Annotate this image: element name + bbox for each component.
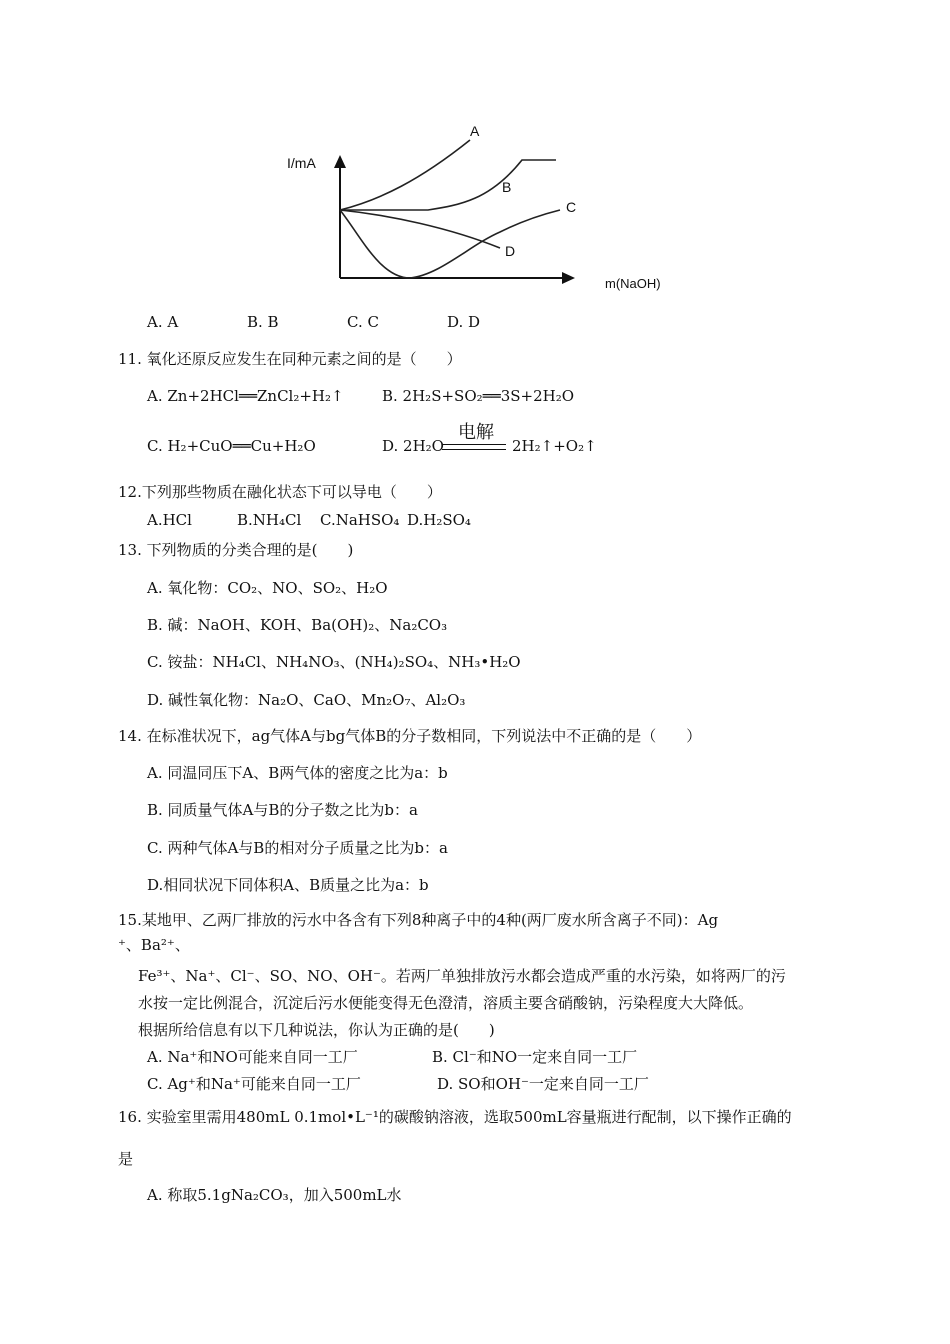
q12-option-b: B.NH₄Cl: [237, 511, 302, 529]
q11-option-d-prefix: D. 2H₂O: [382, 437, 444, 455]
curve-d: [340, 210, 500, 248]
q13-option-a: A. 氧化物：CO₂、NO、SO₂、H₂O: [147, 579, 388, 597]
q11-option-c: C. H₂+CuO══Cu+H₂O: [147, 437, 316, 455]
q12-option-c: C.NaHSO₄: [320, 511, 400, 529]
q15-option-a: A. Na⁺和NO可能来自同一工厂: [147, 1048, 358, 1066]
q15-line-4: 水按一定比例混合，沉淀后污水便能变得无色澄清，溶质主要含硝酸钠，污染程度大大降低。: [138, 994, 754, 1012]
q11-stem: 11. 氧化还原反应发生在同种元素之间的是（ ）: [118, 350, 462, 368]
q14-option-a: A. 同温同压下A、B两气体的密度之比为a：b: [147, 764, 448, 782]
x-axis-label: m(NaOH): [605, 276, 661, 291]
curve-c: [340, 210, 560, 278]
q16-line-1: 16. 实验室里需用480mL 0.1mol•L⁻¹的碳酸钠溶液，选取500mL容量瓶进行配制，以下操作正确的: [118, 1108, 792, 1126]
q10-option-d: D. D: [447, 313, 481, 331]
q10-option-a: A. A: [147, 313, 179, 331]
q15-option-d: D. SO和OH⁻一定来自同一工厂: [437, 1075, 649, 1093]
q13-option-b: B. 碱：NaOH、KOH、Ba(OH)₂、Na₂CO₃: [147, 616, 448, 634]
q12-option-a: A.HCl: [147, 511, 192, 529]
q15-line-5: 根据所给信息有以下几种说法，你认为正确的是( ): [138, 1021, 495, 1039]
q13-option-d: D. 碱性氧化物：Na₂O、CaO、Mn₂O₇、Al₂O₃: [147, 691, 466, 709]
curve-label-c: C: [566, 199, 577, 215]
q14-option-c: C. 两种气体A与B的相对分子质量之比为b：a: [147, 839, 448, 857]
q16-option-a: A. 称取5.1gNa₂CO₃，加入500mL水: [147, 1186, 402, 1204]
q11-option-b: B. 2H₂S+SO₂══3S+2H₂O: [382, 387, 575, 405]
y-axis-arrow: [334, 155, 346, 168]
q13-stem: 13. 下列物质的分类合理的是( ): [118, 541, 354, 559]
current-vs-naoh-graph: [0, 0, 950, 300]
q13-option-c: C. 铵盐：NH₄Cl、NH₄NO₃、(NH₄)₂SO₄、NH₃•H₂O: [147, 653, 521, 671]
q15-line-2: ⁺、Ba²⁺、: [118, 936, 190, 954]
q10-option-b: B. B: [247, 313, 279, 331]
q11-reaction-double-bar: [442, 444, 506, 450]
x-axis-arrow: [562, 272, 575, 284]
q15-line-1: 15.某地甲、乙两厂排放的污水中各含有下列8种离子中的4种(两厂废水所含离子不同)：Ag: [118, 911, 719, 929]
q11-electrolysis-condition: 电解: [458, 422, 494, 443]
q16-line-2: 是: [118, 1150, 134, 1168]
q11-option-d-suffix: 2H₂↑+O₂↑: [512, 437, 597, 455]
q12-stem: 12.下列那些物质在融化状态下可以导电（ ）: [118, 483, 442, 501]
y-axis-label: I/mA: [287, 155, 316, 171]
curve-b: [340, 160, 556, 210]
q15-line-3: Fe³⁺、Na⁺、Cl⁻、SO、NO、OH⁻。若两厂单独排放污水都会造成严重的水污染，如将两厂的污: [138, 967, 786, 985]
curve-a: [340, 140, 470, 210]
q10-option-c: C. C: [347, 313, 379, 331]
q12-option-d: D.H₂SO₄: [407, 511, 471, 529]
q11-option-a: A. Zn+2HCl══ZnCl₂+H₂↑: [147, 387, 344, 405]
q14-option-d: D.相同状况下同体积A、B质量之比为a：b: [147, 876, 429, 894]
q14-stem: 14. 在标准状况下，ag气体A与bg气体B的分子数相同，下列说法中不正确的是（ ）: [118, 727, 702, 745]
curve-label-d: D: [505, 243, 516, 259]
curve-label-a: A: [470, 123, 480, 139]
q15-option-c: C. Ag⁺和Na⁺可能来自同一工厂: [147, 1075, 361, 1093]
curve-label-b: B: [502, 179, 512, 195]
q14-option-b: B. 同质量气体A与B的分子数之比为b：a: [147, 801, 418, 819]
q15-option-b: B. Cl⁻和NO一定来自同一工厂: [432, 1048, 638, 1066]
